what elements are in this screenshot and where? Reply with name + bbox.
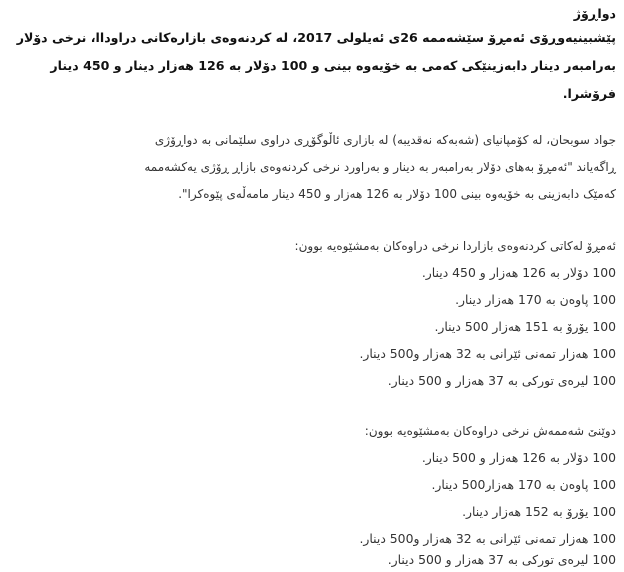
today-rate-item: 100 پاوەن بە 170 هەزار دینار.	[455, 292, 616, 307]
intro-paragraph-line: جواد سوبحان، لە کۆمپانیای (شەبەکە نەقدیبە) لە بازاری ئاڵوگۆڕی دراوی سلێمانی بە دواڕۆژی	[154, 133, 616, 147]
headline-line: فرۆشرا.	[562, 86, 616, 101]
intro-paragraph-line: کەمێک دابەزینی بە خۆیەوە بینی 100 دۆلار بە 126 هەزار و 450 دینار مامەڵەی پێوەکرا".	[178, 187, 616, 201]
sunday-rate-item: 100 دۆلار بە 126 هەزار و 500 دینار.	[421, 450, 616, 465]
today-rate-item: 100 یۆرۆ بە 151 هەزار 500 دینار.	[434, 319, 616, 334]
article-header: دواڕۆژ	[573, 6, 616, 21]
sunday-rate-item: 100 هەزار تمەنی ئێرانی بە 32 هەزار و500 دینار.	[359, 531, 616, 546]
headline-line: بەرامبەر دینار دابەزینێکی کەمی بە خۆیەوە بینی و 100 دۆلار بە 126 هەزار دینار و 450 دینار	[50, 58, 616, 73]
sunday-rate-item: 100 لیرەی تورکی بە 37 هەزار و 500 دینار.	[387, 552, 616, 567]
sunday-rate-item: 100 پاوەن بە 170 هەزار500 دینار.	[431, 477, 616, 492]
today-rate-item: 100 هەزار تمەنی ئێرانی بە 32 هەزار و500 دینار.	[359, 346, 616, 361]
today-rates-heading: ئەمڕۆ لەکاتی کردنەوەی بازاردا نرخی دراوەکان بەمشێوەیە بوون:	[294, 239, 616, 253]
today-rate-item: 100 دۆلار بە 126 هەزار و 450 دینار.	[421, 265, 616, 280]
sunday-rate-item: 100 یۆرۆ بە 152 هەزار دینار.	[462, 504, 616, 519]
today-rate-item: 100 لیرەی تورکی بە 37 هەزار و 500 دینار.	[387, 373, 616, 388]
intro-paragraph-line: ڕاگەیاند "ئەمڕۆ بەهای دۆلار بەرامبەر بە دینار و بەراورد نرخی کردنەوەی بازاڕ ڕۆژی یەکشەممە	[144, 160, 616, 174]
sunday-rates-heading: دوێنێ شەممەش نرخی دراوەکان بەمشێوەیە بوون:	[364, 424, 616, 438]
headline-line: پێشبینیەوڕۆی ئەمڕۆ سێشەممە 26ی ئەیلولی 2017، لە کردنەوەی بازارەکانی دراوداا، نرخی دۆلار	[16, 30, 616, 45]
